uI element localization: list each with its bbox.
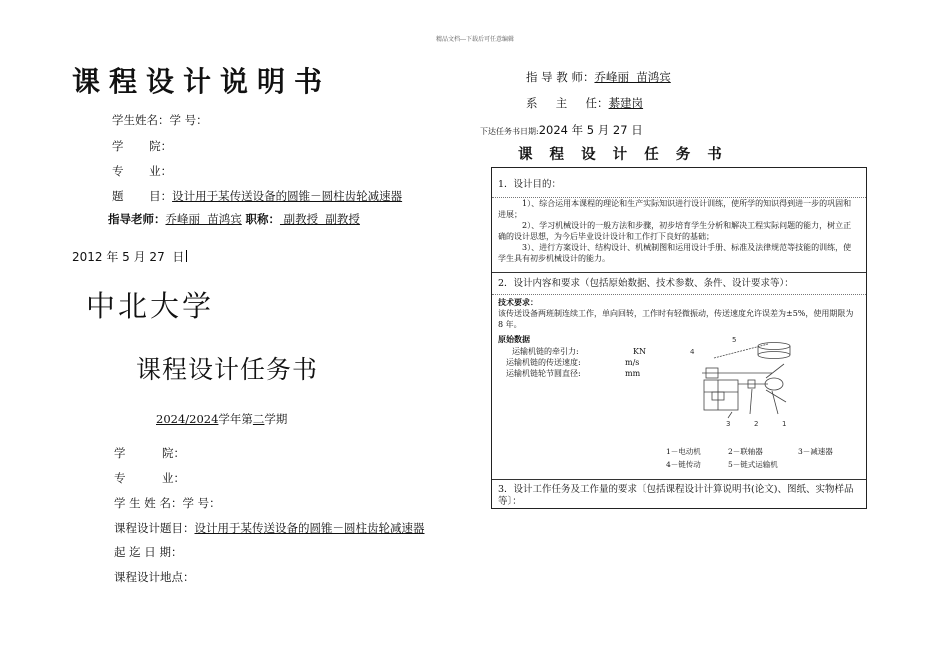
section1-paragraph2: 2）、学习机械设计的一般方法和步骤，初步培育学生分析和解决工程实际问题的能力，树立正确的设计思想，为今后毕业设计设计和工作打下良好的基础； <box>498 221 852 241</box>
task-book-title: 课程设计任务书 <box>136 355 319 384</box>
semester-number: 二 <box>252 412 265 426</box>
period-label: 起 迄 日 期： <box>114 545 183 559</box>
section-divider <box>492 294 866 295</box>
report-date-text: 2012 年 5 月 27 日 <box>72 250 185 264</box>
fig-label-2: 2 <box>754 420 759 428</box>
section1-paragraph1: 1）、综合运用本课程的理论和生产实际知识进行设计训练，使所学的知识得到进一步的巩固和进展； <box>498 199 852 219</box>
raw-data-label: 原始数据 <box>498 334 530 344</box>
right-advisor-line <box>526 69 671 85</box>
issue-date-label: 下达任务书日期: <box>480 127 539 136</box>
legend-chain-conveyor: 5－链式运输机 <box>728 460 778 469</box>
section1-paragraph3: 3）、进行方案设计、结构设计、机械制图和运用设计手册、标准及法律规范等技能的训练，使学生具有初步机械设计的能力。 <box>498 243 852 263</box>
conveyor-sprocket-top <box>758 343 790 350</box>
report-date <box>72 248 187 265</box>
task-table <box>491 167 867 509</box>
topic-line-2 <box>114 520 425 536</box>
topic-label-2: 课程设计题目： <box>114 521 195 535</box>
college-label: 学 院： <box>112 139 173 153</box>
task-book-heading: 课 程 设 计 任 务 书 <box>518 147 728 163</box>
university-name: 中北大学 <box>86 289 215 323</box>
table-row-divider <box>492 479 866 480</box>
tech-req-label: 技术要求： <box>498 297 538 307</box>
topic-value: 设计用于某传送设备的圆锥－圆柱齿轮减速器 <box>172 189 403 203</box>
reducer-housing <box>704 380 738 410</box>
right-advisor-label: 指 导 教 师： <box>526 70 595 84</box>
param-speed-label: 运输机链的传送速度: <box>506 358 581 367</box>
topic-value-2: 设计用于某传送设备的圆锥－圆柱齿轮减速器 <box>194 521 425 535</box>
fig-label-1: 1 <box>782 420 787 428</box>
param-traction-label: 运输机链的牵引力: <box>512 347 579 356</box>
legend-chain-drive: 4－链传动 <box>666 460 701 469</box>
title-label: 职称： <box>245 212 280 226</box>
issue-date-line <box>480 119 643 138</box>
fig-label-5: 5 <box>732 336 737 344</box>
semester-mid: 学年第 <box>218 412 253 426</box>
college-label-2: 学 院： <box>114 446 186 460</box>
major-label: 专 业： <box>112 164 173 178</box>
student-line-2: 学 生 姓 名：学 号： <box>114 496 221 510</box>
conveyor-sprocket-bottom <box>758 352 790 359</box>
place-label: 课程设计地点： <box>114 570 195 584</box>
section1-title: 1．设计目的： <box>498 179 562 190</box>
major-label-2: 专 业： <box>114 471 186 485</box>
advisor-line <box>108 211 360 227</box>
section2-title: 2．设计内容和要求（包括原始数据、技术参数、条件、设计要求等）： <box>498 278 794 289</box>
transmission-diagram <box>682 334 812 429</box>
advisor-label: 指导老师： <box>108 212 166 226</box>
table-row-divider <box>492 272 866 273</box>
dept-head-value: 綦建岗 <box>608 96 644 110</box>
param-diameter-label: 运输机链轮节圆直径: <box>506 369 581 378</box>
tech-req-text: 该传送设备两班制连续工作，单向回转，工作时有轻微振动，传送速度允许误差为±5%，使用期限为 8 年。 <box>498 309 854 329</box>
right-advisor-value: 乔峰丽 苗鸿宾 <box>594 70 671 84</box>
dept-head-label: 系 主 任： <box>526 96 609 110</box>
fig-label-3: 3 <box>726 420 731 428</box>
section3-title: 3．设计工作任务及工作量的要求〔包括课程设计计算说明书(论文)、图纸、实物样品等〕： <box>498 484 854 507</box>
topic-label: 题 目： <box>112 189 173 203</box>
legend-reducer: 3－减速器 <box>798 447 833 456</box>
legend-motor: 1－电动机 <box>666 447 701 456</box>
advisor-names: 乔峰丽 苗鸿宾 <box>165 212 242 226</box>
student-name-line: 学生姓名：学 号： <box>112 113 208 127</box>
title-value: 副教授 副教授 <box>279 212 360 226</box>
issue-date-value: 2024 年 5 月 27 日 <box>538 123 643 137</box>
main-title: 课程设计说明书 <box>72 65 332 98</box>
legend-coupling: 2－联轴器 <box>728 447 763 456</box>
fig-label-4: 4 <box>690 348 695 356</box>
param-diameter-unit: mm <box>625 369 641 378</box>
param-traction-unit: KN <box>633 347 646 356</box>
header-note: 精品文档---下载后可任意编辑 <box>435 36 515 43</box>
semester-line <box>156 411 287 427</box>
dept-head-line <box>526 95 643 111</box>
param-speed-unit: m/s <box>625 358 640 367</box>
topic-line <box>112 188 402 204</box>
semester-years: 2024/2024 <box>156 412 219 426</box>
semester-suffix: 学期 <box>264 412 288 426</box>
text-cursor <box>186 250 187 262</box>
